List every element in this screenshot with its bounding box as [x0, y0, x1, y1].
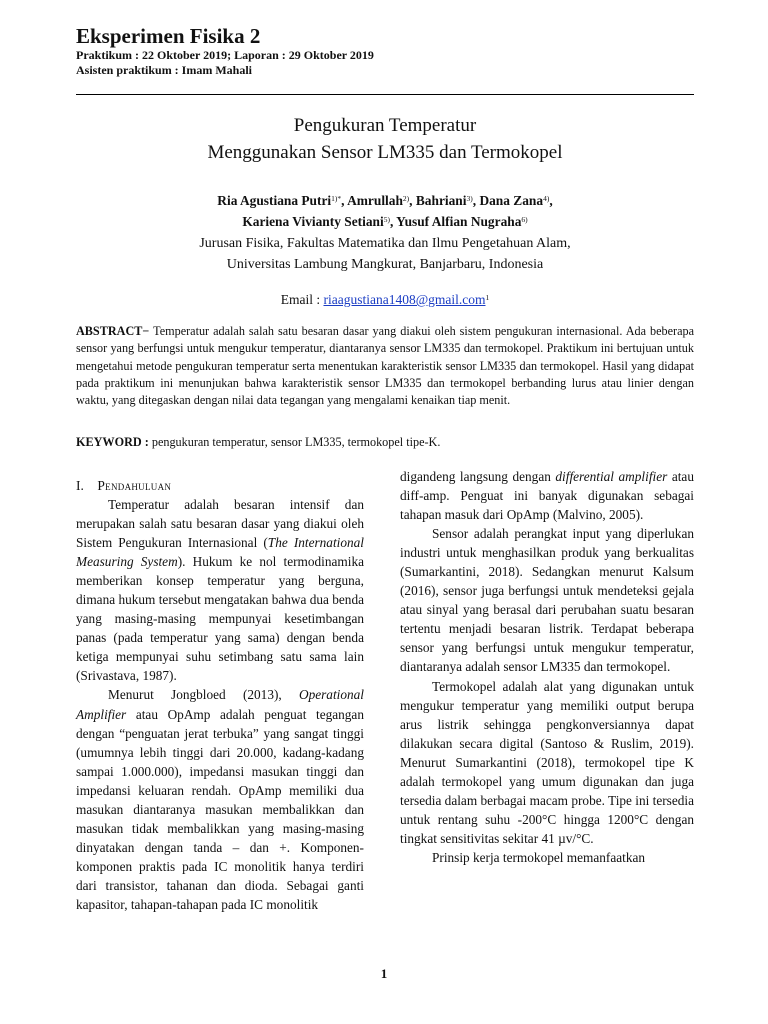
section-heading — [76, 476, 364, 495]
abstract-text: Temperatur adalah salah satu besaran dasar yang diakui oleh sistem pengukuran internasional. Ada beberapa sensor yang berfungsi untuk mengukur temperatur, diantaranya sensor LM335 dan termokopel. Praktikum ini bertujuan untuk mengetahui metode pengukuran temperatur serta menentukan karakteristik sensor LM335 dan termokopel. Hasil yang didapat pada praktikum ini menunjukan bahwa karakteristik sensor LM335 dan termokopel berbanding lurus atau linier dengan waktu, yang ditegaskan dengan nilai data tegangan yang mengalami kenaikan tiap menit. — [76, 324, 694, 408]
author-name: Yusuf Alfian Nugraha — [396, 214, 522, 229]
author-separator: , — [341, 193, 348, 208]
author-affil-mark: 1)* — [331, 194, 342, 203]
text-run: Menurut Jongbloed (2013), — [108, 687, 299, 703]
author-affil-mark: 2) — [402, 194, 410, 203]
author-name: Ria Agustiana Putri — [217, 193, 332, 208]
author-name: Dana Zana — [479, 193, 544, 208]
paragraph: Prinsip kerja termokopel memanfaatkan — [432, 849, 646, 865]
author-name: Kariena Vivianty Setiani — [242, 214, 384, 229]
section-title: Pendahuluan — [97, 478, 172, 493]
affiliation-line-1: Jurusan Fisika, Fakultas Matematika dan Ilmu Pengetahuan Alam, — [199, 236, 571, 251]
text-run: atau diff-amp. Penguat ini banyak digunakan sebagai tahapan masuk dari OpAmp (Malvino, 2005). — [400, 469, 694, 523]
affiliation — [76, 233, 694, 275]
text-run: ). Hukum ke nol termodinamika memberikan konsep temperatur yang berguna, dimana hukum tersebut mengatakan bahwa dua benda yang masing-masing mempunyai kesetimbangan panas (pada temperatur yang sama) dengan benda ketiga mempunyai suhu setimbang satu sama lain (Srivastava, 1987). — [76, 554, 364, 684]
abstract-label: ABSTRACT− — [76, 324, 150, 338]
page-number: 1 — [380, 966, 388, 981]
email-mark: 1 — [485, 293, 490, 302]
abstract — [76, 323, 694, 409]
keywords — [76, 434, 694, 451]
author-list — [76, 189, 694, 231]
affiliation-line-2: Universitas Lambung Mangkurat, Banjarbaru, Indonesia — [226, 257, 544, 272]
author-separator: , — [549, 193, 553, 208]
title-line-2: Menggunakan Sensor LM335 dan Termokopel — [207, 142, 563, 163]
email-link[interactable]: riaagustiana1408@gmail.com — [323, 292, 486, 307]
author-separator: , — [409, 193, 416, 208]
text-run: digandeng langsung dengan — [400, 469, 556, 484]
italic-run: differential amplifier — [555, 469, 668, 484]
assistant-line: Asisten praktikum : Imam Mahali — [76, 63, 253, 77]
text-run: Temperatur adalah besaran intensif dan merupakan salah satu besaran dasar yang diakui oleh Sistem Pengukuran Internasional ( — [76, 497, 364, 551]
italic-run: Operational Amplifier — [76, 687, 364, 722]
author-separator: , — [389, 214, 397, 229]
author-affil-mark: 5) — [383, 215, 390, 224]
title-line-1: Pengukuran Temperatur — [293, 115, 477, 136]
column-right — [400, 467, 694, 867]
paragraph — [76, 685, 364, 914]
author-name: Bahriani — [415, 193, 467, 208]
journal-title: Eksperimen Fisika 2 — [76, 24, 261, 48]
text-run: atau OpAmp adalah penguat tegangan dengan “penguatan jerat terbuka” yang sangat tinggi (umumnya lebih tinggi dari 20.000, kadang-kadang sampai 1.000.000), impedansi masukan tinggi dan impedansi keluaran rendah. OpAmp memiliki dua masukan diantaranya masukan membalikkan dan masukan tidak membalikkan yang masing-masing dinyatakan dengan tanda – dan +. Komponen-komponen praktis pada IC monolitik hanya terdiri dari transistor, tahanan dan dioda. Sebagai ganti kapasitor, tahapan-tahapan pada IC monolitik — [76, 706, 364, 912]
paper-title — [76, 112, 694, 166]
running-header — [76, 24, 696, 78]
column-left — [76, 476, 364, 914]
dates-line: Praktikum : 22 Oktober 2019; Laporan : 29 Oktober 2019 — [76, 48, 374, 62]
author-affil-mark: 3) — [466, 194, 473, 203]
author-name: Amrullah — [347, 193, 403, 208]
paragraph: Sensor adalah perangkat input yang diperlukan industri untuk menghasilkan produk yang berkualitas (Sumarkantini, 2018). Sedangkan menurut Kalsum (2016), sensor juga berfungsi untuk mendeteksi gejala atau sinyal yang berasal dari perubahan suatu besaran tertentu menjadi besaran listrik. Terdapat beberapa sensor yang berfungsi untuk mengukur temperatur, diantaranya adalah sensor LM335 dan termokopel. — [400, 526, 694, 675]
author-affil-mark: 6) — [521, 215, 528, 224]
paragraph — [400, 467, 694, 524]
italic-run: The International Measuring System — [76, 535, 364, 570]
keyword-text: pengukuran temperatur, sensor LM335, termokopel tipe-K. — [148, 435, 441, 449]
email-line — [76, 289, 694, 309]
paragraph: Termokopel adalah alat yang digunakan untuk mengukur temperatur yang memiliki output berupa arus listrik sehingga pengkonversiannya dapat dilakukan secara digital (Santoso & Ruslim, 2019). Menurut Sumarkantini (2018), termokopel tipe K adalah termokopel yang umum digunakan dan juga tersedia dalam berbagai macam probe. Tipe ini tersedia untuk rentang suhu -200°C hingga 1200°C dengan tingkat sensitivitas sekitar 41 µv/°C. — [400, 678, 694, 846]
author-affil-mark: 4) — [543, 194, 550, 203]
header-rule — [76, 94, 694, 95]
keyword-label: KEYWORD : — [76, 435, 149, 449]
email-label: Email : — [280, 292, 324, 307]
section-number: I. — [76, 478, 84, 493]
author-separator: , — [472, 193, 480, 208]
paragraph — [76, 495, 364, 685]
